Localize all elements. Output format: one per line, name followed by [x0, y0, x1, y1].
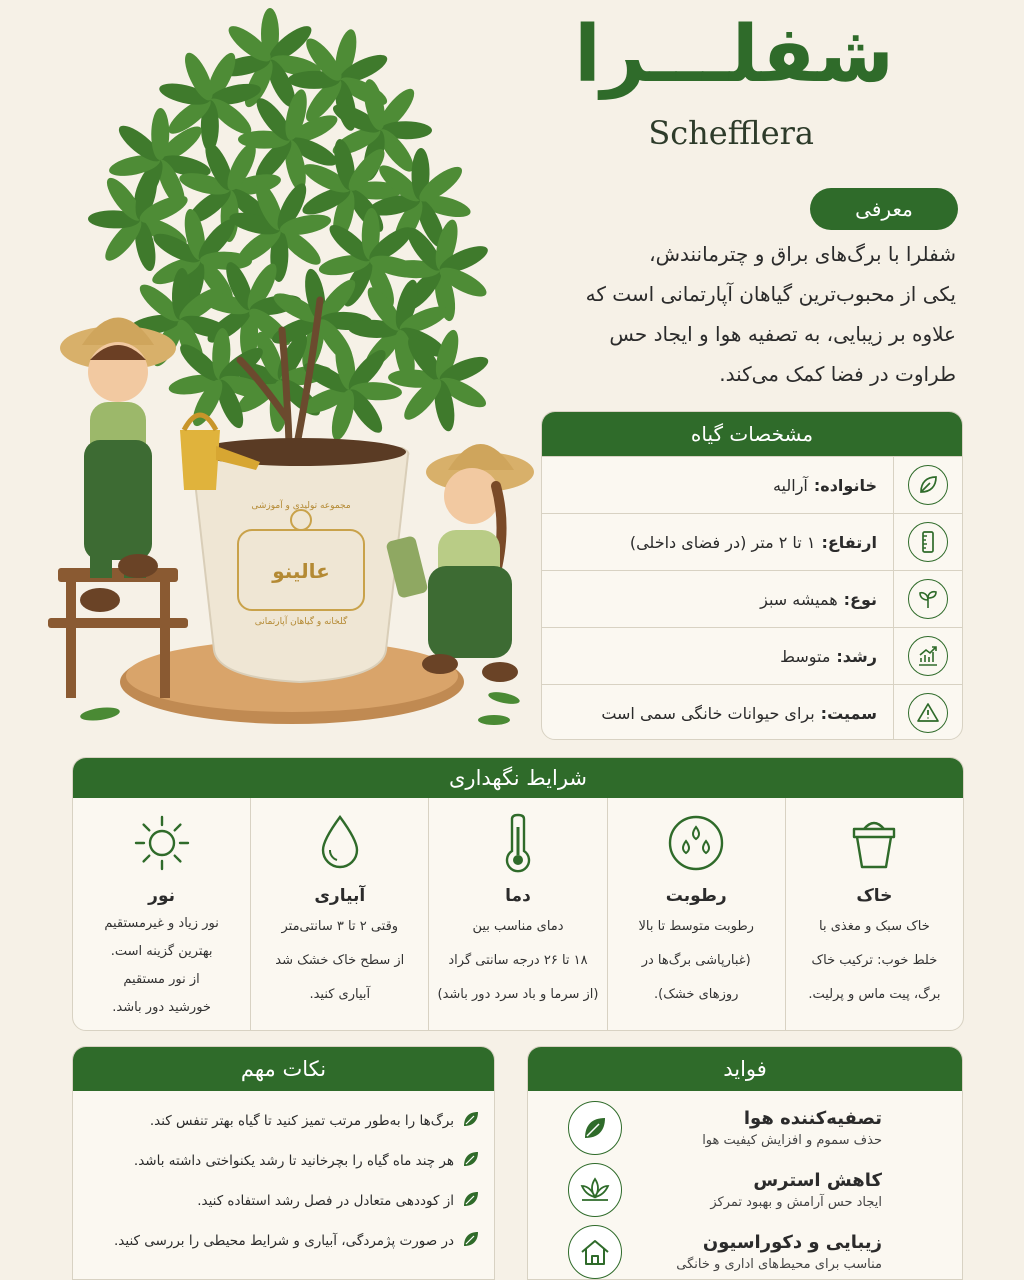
tip-text: از کوددهی متعادل در فصل رشد استفاده کنید.: [197, 1193, 454, 1209]
care-line: روزهای خشک).: [653, 987, 739, 1002]
care-item-title: رطوبت: [665, 886, 727, 906]
care-line: خلط خوب: ترکیب خاک: [811, 953, 938, 968]
care-line: از نور مستقیم: [123, 972, 200, 987]
specs-card: [541, 411, 963, 740]
care-line: برگ، پیت ماس و پرلیت.: [808, 987, 941, 1002]
intro-line: طراوت در فضا کمک می‌کند.: [719, 362, 956, 386]
spec-row-type: [542, 570, 962, 627]
care-line: آبیاری کنید.: [309, 987, 371, 1002]
care-line: ۱۸ تا ۲۶ درجه سانتی گراد: [448, 953, 588, 968]
benefit-item: [528, 1221, 962, 1280]
spec-value: آرالیه: [772, 475, 808, 495]
plant-illustration: [20, 0, 540, 740]
care-item-temperature: [428, 798, 606, 1031]
benefit-item: [528, 1159, 962, 1221]
intro-label: معرفی: [810, 188, 958, 230]
tip-item: [73, 1181, 494, 1221]
leaf-bullet-icon: [462, 1190, 480, 1212]
tips-card: [72, 1046, 495, 1280]
girl-gardener: [385, 444, 534, 682]
warning-icon: [908, 693, 948, 733]
growth-chart-icon: [908, 636, 948, 676]
spec-label: رشد:: [836, 646, 877, 666]
care-item-watering: [250, 798, 428, 1031]
care-line: نور زیاد و غیرمستقیم: [104, 916, 219, 931]
care-card: [72, 757, 964, 1031]
specs-title: مشخصات گیاه: [542, 412, 962, 456]
tip-text: در صورت پژمردگی، آبیاری و شرایط محیطی را بررسی کنید.: [114, 1233, 454, 1249]
care-line: بهترین گزینه است.: [110, 944, 213, 959]
care-item-humidity: [607, 798, 785, 1031]
benefits-title: فواید: [528, 1047, 962, 1091]
spec-value: متوسط: [780, 646, 831, 666]
care-item-light: [73, 798, 250, 1031]
spec-label: سمیت:: [820, 703, 877, 723]
water-drop-icon: [319, 812, 361, 874]
care-line: خاک سبک و مغذی با: [819, 919, 930, 934]
humidity-icon: [667, 812, 725, 874]
care-title: شرایط نگهداری: [73, 758, 963, 798]
spec-value: برای حیوانات خانگی سمی است: [601, 703, 815, 723]
leaf-bullet-icon: [462, 1110, 480, 1132]
benefit-subtitle: مناسب برای محیط‌های اداری و خانگی: [676, 1257, 882, 1272]
pot-arc-top: مجموعه تولیدی و آموزشی: [251, 501, 351, 511]
spec-row-height: [542, 513, 962, 570]
benefit-subtitle: ایجاد حس آرامش و بهبود تمرکز: [710, 1195, 882, 1210]
spec-label: نوع:: [843, 589, 877, 609]
house-icon: [568, 1225, 622, 1279]
care-line: رطوبت متوسط تا بالا: [638, 919, 754, 934]
benefit-title: تصفیه‌کننده هوا: [743, 1108, 882, 1129]
benefit-title: کاهش استرس: [753, 1170, 882, 1191]
tips-title: نکات مهم: [73, 1047, 494, 1091]
schefflera-foliage: [88, 8, 492, 443]
leaf-bullet-icon: [462, 1230, 480, 1252]
tip-text: هر چند ماه گیاه را بچرخانید تا رشد یکنواختی داشته باشد.: [133, 1153, 454, 1169]
benefit-title: زیبایی و دکوراسیون: [702, 1232, 882, 1253]
benefits-card: [527, 1046, 963, 1280]
care-line: از سطح خاک خشک شد: [275, 953, 405, 968]
care-item-soil: [785, 798, 963, 1031]
tip-item: [73, 1141, 494, 1181]
intro-line: شفلرا با برگ‌های براق و چترمانندش،: [649, 242, 956, 266]
spec-row-toxicity: [542, 684, 962, 740]
leaf-icon: [568, 1101, 622, 1155]
intro-text: [536, 234, 956, 394]
benefit-item: [528, 1097, 962, 1159]
pot-arc-bottom: گلخانه و گیاهان آپارتمانی: [254, 617, 348, 627]
leaf-bullet-icon: [462, 1150, 480, 1172]
care-line: وقتی ۲ تا ۳ سانتی‌متر: [281, 919, 399, 934]
sprout-icon: [908, 579, 948, 619]
spec-row-growth: [542, 627, 962, 684]
care-line: (از سرما و باد سرد دور باشد): [437, 987, 599, 1002]
intro-line: علاوه بر زیبایی، به تصفیه هوا و ایجاد حس: [609, 322, 956, 346]
spec-label: ارتفاع:: [821, 532, 877, 552]
thermometer-icon: [500, 812, 536, 874]
intro-line: یکی از محبوب‌ترین گیاهان آپارتمانی است که: [585, 282, 956, 306]
page-title: شفلـــرا: [574, 10, 894, 100]
pot-brand: عالینو: [272, 559, 330, 583]
ruler-icon: [908, 522, 948, 562]
care-line: (غبارپاشی برگ‌ها در: [641, 953, 751, 968]
care-line: خورشید دور باشد.: [112, 1000, 211, 1015]
spec-value: ۱ تا ۲ متر (در فضای داخلی): [629, 532, 816, 552]
spec-row-family: [542, 456, 962, 513]
care-item-title: آبیاری: [314, 886, 366, 906]
care-line: دمای مناسب بین: [472, 919, 564, 934]
tip-text: برگ‌ها را به‌طور مرتب تمیز کنید تا گیاه بهتر تنفس کند.: [149, 1113, 454, 1129]
tip-item: [73, 1101, 494, 1141]
care-item-title: نور: [148, 886, 175, 906]
care-item-title: خاک: [856, 886, 893, 906]
spec-value: همیشه سبز: [760, 589, 838, 609]
lotus-icon: [568, 1163, 622, 1217]
care-item-title: دما: [505, 886, 531, 906]
sun-icon: [132, 812, 192, 874]
leaf-icon: [908, 465, 948, 505]
tip-item: [73, 1221, 494, 1261]
latin-name: Schefflera: [648, 114, 814, 152]
pot-icon: [848, 812, 900, 874]
benefit-subtitle: حذف سموم و افزایش کیفیت هوا: [702, 1133, 882, 1148]
wooden-stool: [48, 568, 188, 698]
spec-label: خانواده:: [813, 475, 877, 495]
